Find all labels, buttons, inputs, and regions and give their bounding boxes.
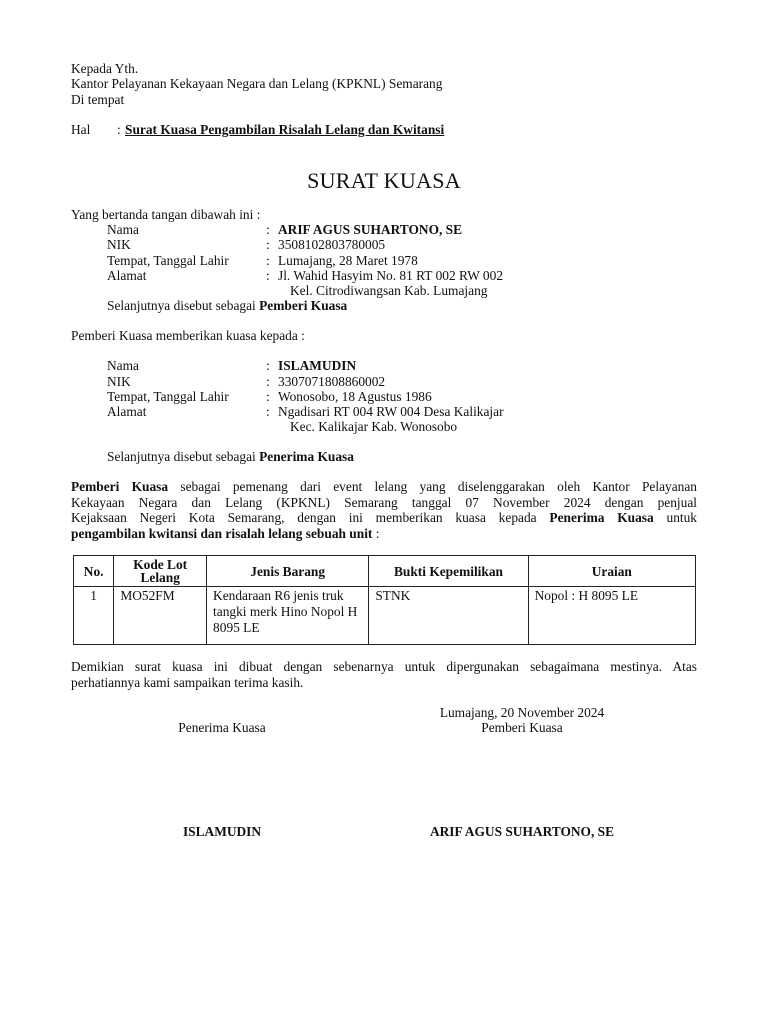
- cell-jenis-barang: Kendaraan R6 jenis truk tangki merk Hino Nopol H 8095 LE: [207, 587, 369, 645]
- grantor-address-label: Alamat: [107, 268, 147, 283]
- body-bold-grantor: Pemberi Kuasa: [71, 479, 169, 494]
- grantee-referred-as: Penerima Kuasa: [259, 449, 354, 464]
- recipient-line-3: Di tempat: [71, 92, 125, 107]
- grantor-referred-as: Pemberi Kuasa: [259, 298, 348, 313]
- grantor-referred-prefix: Selanjutnya disebut sebagai: [107, 298, 260, 313]
- body-bold-grantee: Penerima Kuasa: [549, 510, 654, 526]
- recipient-line-2: Kantor Pelayanan Kekayaan Negara dan Lelang (KPKNL) Semarang: [71, 76, 443, 91]
- grantee-ttl-colon: :: [266, 389, 270, 404]
- grantor-address-colon: :: [266, 268, 270, 283]
- body-text-3: Kejaksaan Negeri Kota Semarang, dengan ini memberikan kuasa kepada: [71, 510, 550, 526]
- signature-left-name: ISLAMUDIN: [182, 824, 262, 839]
- body-bold-purpose: pengambilan kwitansi dan risalah lelang sebuah unit: [71, 525, 373, 541]
- header-bukti-kepemilikan: Bukti Kepemilikan: [369, 556, 528, 587]
- closing-row-2: perhatiannya kami sampaikan terima kasih.: [71, 674, 304, 690]
- grantee-name: ISLAMUDIN: [278, 358, 357, 373]
- grantee-address-label: Alamat: [107, 404, 147, 419]
- document-title: SURAT KUASA: [307, 168, 461, 193]
- cell-uraian: Nopol : H 8095 LE: [528, 587, 695, 645]
- grantee-address-2: Kec. Kalikajar Kab. Wonosobo: [290, 419, 458, 434]
- body-row-3: [71, 510, 697, 526]
- grantor-referred: [107, 298, 347, 313]
- grantee-nik-label: NIK: [107, 374, 131, 389]
- body-text-4-tail: :: [372, 525, 380, 541]
- grantee-name-colon: :: [266, 358, 270, 373]
- grantor-nik-label: NIK: [107, 237, 131, 252]
- grantee-ttl: Wonosobo, 18 Agustus 1986: [278, 389, 432, 404]
- grantee-nik: 3307071808860002: [278, 374, 386, 389]
- header-no: No.: [74, 556, 114, 587]
- grantor-address-2: Kel. Citrodiwangsan Kab. Lumajang: [290, 283, 488, 298]
- header-kode-lot: Kode Lot Lelang: [114, 556, 207, 587]
- body-row-2: [71, 495, 697, 511]
- grantor-ttl-colon: :: [266, 253, 270, 268]
- closing-paragraph: [71, 659, 697, 690]
- recipient-line-1: Kepada Yth.: [71, 61, 139, 76]
- table-header-row: [74, 556, 696, 587]
- signature-left-role: Penerima Kuasa: [178, 720, 266, 735]
- transition-text: Pemberi Kuasa memberikan kuasa kepada :: [71, 328, 305, 343]
- cell-kode-lot: MO52FM: [114, 587, 207, 645]
- grantee-address-colon: :: [266, 404, 270, 419]
- grantee-referred: [107, 449, 354, 464]
- body-text-2: Kekayaan Negara dan Lelang (KPKNL) Semarang tanggal 07 November 2024 dengan penjual: [71, 494, 697, 510]
- grantee-ttl-label: Tempat, Tanggal Lahir: [107, 389, 229, 404]
- signature-right-name: ARIF AGUS SUHARTONO, SE: [429, 824, 615, 839]
- grantor-nik: 3508102803780005: [278, 237, 386, 252]
- subject-text: Surat Kuasa Pengambilan Risalah Lelang dan Kwitansi: [125, 122, 445, 137]
- body-paragraph: [71, 479, 697, 541]
- closing-row-1: Demikian surat kuasa ini dibuat dengan sebenarnya untuk dipergunakan sebagaimana mestinya. Atas: [71, 659, 697, 674]
- body-text-1: sebagai pemenang dari event lelang yang diselenggarakan oleh Kantor Pelayanan: [168, 479, 697, 494]
- subject-colon: :: [117, 122, 121, 137]
- grantee-nik-colon: :: [266, 374, 270, 389]
- grantor-ttl: Lumajang, 28 Maret 1978: [278, 253, 418, 268]
- grantor-address-1: Jl. Wahid Hasyim No. 81 RT 002 RW 002: [278, 268, 504, 283]
- intro-text: Yang bertanda tangan dibawah ini :: [71, 207, 261, 222]
- body-text-3-tail: untuk: [653, 510, 697, 526]
- grantor-nik-colon: :: [266, 237, 270, 252]
- lot-table: [73, 555, 696, 645]
- grantee-name-label: Nama: [107, 358, 139, 373]
- body-row-1: [71, 479, 697, 495]
- grantor-ttl-label: Tempat, Tanggal Lahir: [107, 253, 229, 268]
- body-row-4: [71, 526, 697, 542]
- cell-bukti-kepemilikan: STNK: [369, 587, 528, 645]
- cell-no: 1: [74, 587, 114, 645]
- table-row: [74, 587, 696, 645]
- signature-place-date: Lumajang, 20 November 2024: [439, 705, 605, 720]
- grantee-address-1: Ngadisari RT 004 RW 004 Desa Kalikajar: [278, 404, 504, 419]
- grantor-name: ARIF AGUS SUHARTONO, SE: [278, 222, 463, 237]
- header-jenis-barang: Jenis Barang: [207, 556, 369, 587]
- grantor-name-colon: :: [266, 222, 270, 237]
- signature-right-role: Pemberi Kuasa: [481, 720, 563, 735]
- grantor-name-label: Nama: [107, 222, 139, 237]
- subject-label: Hal: [71, 122, 91, 137]
- grantee-referred-prefix: Selanjutnya disebut sebagai: [107, 449, 260, 464]
- header-uraian: Uraian: [528, 556, 695, 587]
